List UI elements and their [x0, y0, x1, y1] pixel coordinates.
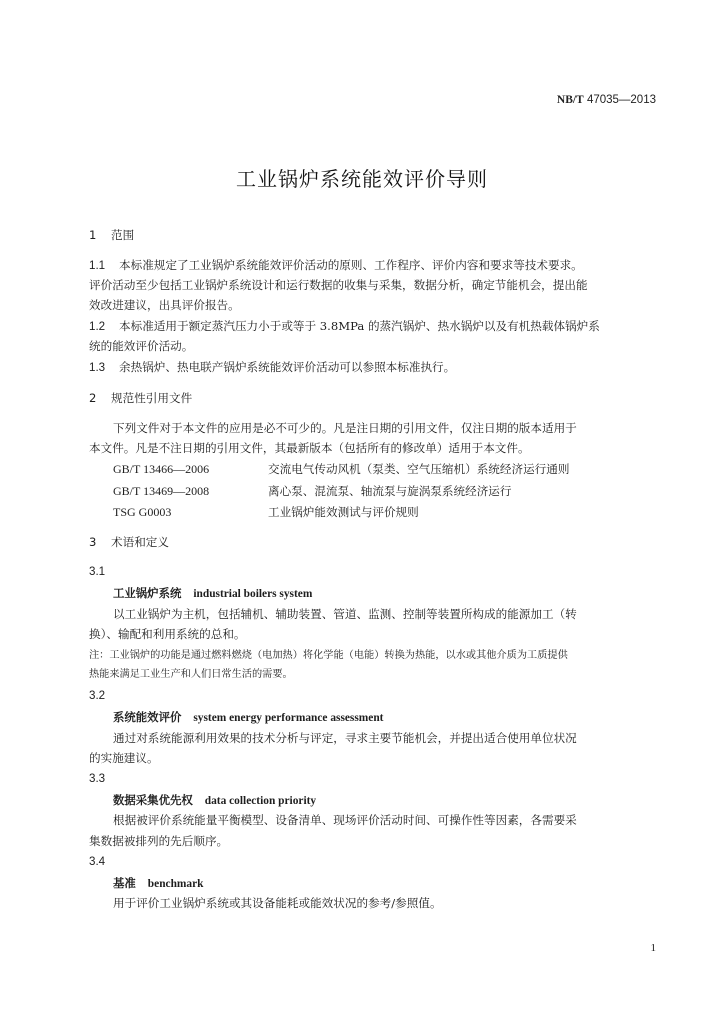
clause-1-1-line-3: 效改进建议，出具评价报告。 — [89, 298, 240, 312]
section-3-heading — [89, 533, 169, 551]
term-3-1-note-line-1: 注：工业锅炉的功能是通过燃料燃烧（电加热）将化学能（电能）转换为热能，以水或其他介质为工质提供 — [89, 650, 568, 661]
section-2-title: 规范性引用文件 — [111, 391, 193, 405]
term-3-2-def-line-2: 的实施建议。 — [89, 751, 159, 765]
clause-1-1-number: 1.1 — [89, 259, 106, 272]
clause-1-1-line-1 — [89, 256, 583, 275]
clause-1-1-text-1: 本标准规定了工业锅炉系统能效评价活动的原则、工作程序、评价内容和要求等技术要求。 — [119, 258, 583, 272]
clause-1-3-number: 1.3 — [89, 361, 106, 374]
term-3-4-zh: 基准 — [113, 876, 136, 890]
clause-1-2-line-2: 统的能效评价活动。 — [89, 339, 194, 353]
term-3-1-note-line-2: 热能来满足工业生产和人们日常生活的需要。 — [89, 669, 293, 680]
clause-1-2-line-1 — [89, 317, 600, 336]
term-3-2-def-line-1: 通过对系统能源利用效果的技术分析与评定，寻求主要节能机会，并提出适合使用单位状况 — [113, 731, 577, 745]
standard-code-prefix: NB/T — [556, 94, 584, 106]
document-title: 工业锅炉系统能效评价导则 — [236, 167, 488, 191]
reference-code: GB/T 13466—2006 — [113, 462, 210, 476]
term-3-1-def-line-2: 换）、输配和利用系统的总和。 — [89, 627, 246, 641]
standard-code-number: 47035—2013 — [586, 94, 656, 106]
clause-1-3 — [89, 358, 455, 377]
section-1-number: 1 — [89, 228, 97, 242]
reference-row — [113, 460, 569, 478]
term-3-1-title — [113, 584, 312, 603]
term-3-1-number: 3.1 — [89, 565, 106, 578]
clause-1-3-text: 余热锅炉、热电联产锅炉系统能效评价活动可以参照本标准执行。 — [119, 360, 456, 374]
term-3-3-def-line-2: 集数据被排列的先后顺序。 — [89, 834, 229, 848]
term-3-3-zh: 数据采集优先权 — [113, 793, 193, 807]
reference-title: 工业锅炉能效测试与评价规则 — [268, 505, 419, 519]
reference-title: 交流电气传动风机（泵类、空气压缩机）系统经济运行通则 — [268, 462, 570, 476]
term-3-3-en: data collection priority — [204, 795, 317, 807]
term-3-2-number: 3.2 — [89, 689, 106, 702]
section-3-number: 3 — [89, 535, 97, 549]
term-3-3-def-line-1: 根据被评价系统能量平衡模型、设备清单、现场评价活动时间、可操作性等因素，各需要采 — [113, 813, 577, 827]
term-3-1-zh: 工业锅炉系统 — [113, 586, 182, 600]
term-3-4-number: 3.4 — [89, 855, 106, 868]
term-3-4-en: benchmark — [147, 878, 204, 890]
term-3-3-title — [113, 791, 316, 810]
clause-1-2-text-1: 本标准适用于额定蒸汽压力小于或等于 3.8MPa 的蒸汽锅炉、热水锅炉以及有机热载体锅炉系 — [119, 319, 600, 333]
section-1-title: 范围 — [111, 228, 135, 242]
section-1-heading — [89, 226, 134, 244]
reference-code: TSG G0003 — [113, 505, 172, 519]
term-3-3-number: 3.3 — [89, 772, 106, 785]
term-3-1-en: industrial boilers system — [193, 588, 313, 600]
reference-code: GB/T 13469—2008 — [113, 484, 210, 498]
section-2-heading — [89, 389, 192, 407]
reference-row — [113, 503, 419, 521]
reference-row — [113, 482, 511, 500]
reference-title: 离心泵、混流泵、轴流泵与旋涡泵系统经济运行 — [268, 484, 512, 498]
section-2-intro-line-1: 下列文件对于本文件的应用是必不可少的。凡是注日期的引用文件，仅注日期的版本适用于 — [113, 421, 577, 435]
clause-1-1-line-2: 评价活动至少包括工业锅炉系统设计和运行数据的收集与采集，数据分析，确定节能机会，提出能 — [89, 278, 588, 292]
section-2-number: 2 — [89, 391, 97, 405]
page-number: 1 — [650, 942, 656, 954]
standard-code — [557, 94, 656, 106]
term-3-2-title — [113, 708, 383, 727]
term-3-2-zh: 系统能效评价 — [113, 710, 182, 724]
term-3-4-title — [113, 874, 204, 893]
clause-1-2-number: 1.2 — [89, 320, 106, 333]
term-3-4-def-line-1: 用于评价工业锅炉系统或其设备能耗或能效状况的参考/参照值。 — [113, 896, 442, 910]
section-2-intro-line-2: 本文件。凡是不注日期的引用文件，其最新版本（包括所有的修改单）适用于本文件。 — [89, 441, 530, 455]
section-3-title: 术语和定义 — [111, 535, 169, 549]
term-3-2-en: system energy performance assessment — [193, 712, 384, 724]
term-3-1-def-line-1: 以工业锅炉为主机，包括辅机、辅助装置、管道、监测、控制等装置所构成的能源加工（转 — [113, 607, 577, 621]
